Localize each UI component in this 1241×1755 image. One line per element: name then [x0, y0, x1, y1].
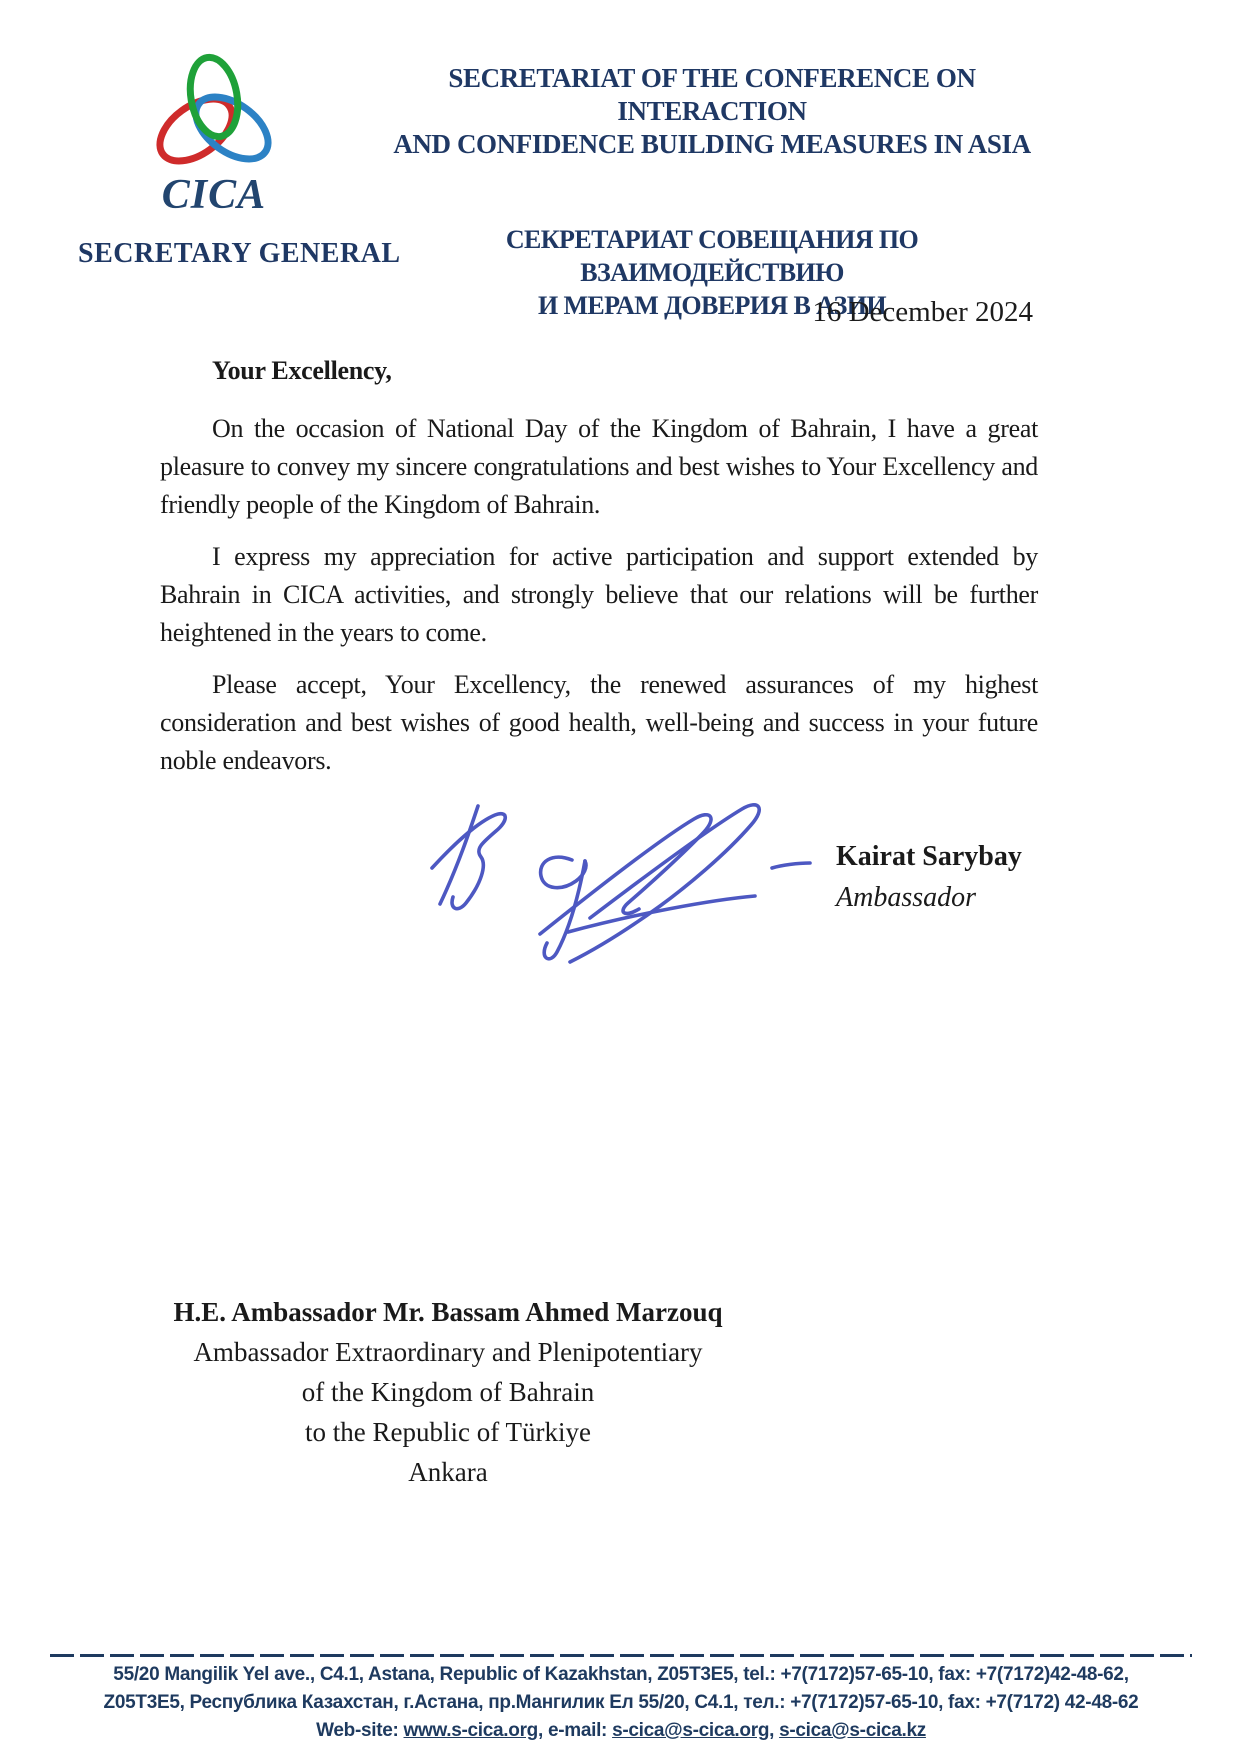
- cica-logo-icon: [139, 50, 289, 172]
- body-paragraph-3: Please accept, Your Excellency, the renewed assurances of my highest consideration and best wishes of good health, well-being and success in your future noble endeavors.: [160, 670, 1038, 775]
- recipient-name: H.E. Ambassador Mr. Bassam Ahmed Marzouq: [173, 1297, 723, 1327]
- org-title-en: [383, 62, 1041, 161]
- org-title-en-line1: SECRETARIAT OF THE CONFERENCE ON INTERACTION: [448, 63, 976, 126]
- website-link[interactable]: www.s-cica.org: [403, 1720, 538, 1741]
- email-separator: ,: [769, 1720, 780, 1741]
- recipient-line: to the Republic of Türkiye: [305, 1417, 591, 1447]
- logo-wordmark: CICA: [161, 172, 267, 218]
- office-title: SECRETARY GENERAL: [78, 238, 401, 269]
- org-title-ru-line2: И МЕРАМ ДОВЕРИЯ В АЗИИ: [537, 291, 887, 320]
- body-paragraph-1: On the occasion of National Day of the Kingdom of Bahrain, I have a great pleasure to convey my sincere congratulations and best wishes to Your Excellency and friendly people of the Kingdom of Bahrain.: [160, 414, 1038, 519]
- recipient-block: [148, 1292, 748, 1492]
- recipient-line: Ambassador Extraordinary and Plenipotentiary: [193, 1337, 703, 1367]
- signatory-name: Kairat Sarybay: [836, 841, 1022, 872]
- letter-date: 16 December 2024: [812, 296, 1033, 328]
- recipient-line: of the Kingdom of Bahrain: [301, 1377, 595, 1407]
- recipient-line: Ankara: [408, 1457, 488, 1487]
- letter-body: [160, 352, 1038, 794]
- footer: [50, 1654, 1192, 1745]
- footer-address-ru: Z05T3E5, Республика Казахстан, г.Астана, пр.Мангилик Ел 55/20, С4.1, тел.: +7(7172)57-65-10, fax: +7(7172) 42-48-62: [103, 1692, 1139, 1713]
- body-paragraph-2: I express my appreciation for active participation and support extended by Bahrain in CICA activities, and strongly believe that our relations will be further heightened in the years to come.: [160, 542, 1038, 647]
- footer-contacts: [50, 1717, 1192, 1745]
- org-title-ru-line1: СЕКРЕТАРИАТ СОВЕЩАНИЯ ПО ВЗАИМОДЕЙСТВИЮ: [505, 225, 919, 287]
- letterhead-right: [383, 62, 1041, 322]
- email-link-2[interactable]: s-cica@s-cica.kz: [779, 1720, 926, 1741]
- signature-image: [420, 772, 820, 972]
- signatory-block: [836, 836, 1022, 918]
- signatory-title: Ambassador: [836, 882, 977, 913]
- website-label: Web-site:: [316, 1720, 404, 1741]
- org-title-en-line2: AND CONFIDENCE BUILDING MEASURES IN ASIA: [393, 129, 1031, 159]
- email-label: , e-mail:: [537, 1720, 613, 1741]
- email-link-1[interactable]: s-cica@s-cica.org: [612, 1720, 770, 1741]
- letterhead-left: [78, 50, 401, 270]
- footer-divider: [50, 1654, 1192, 1657]
- footer-address-en: 55/20 Mangilik Yel ave., C4.1, Astana, Republic of Kazakhstan, Z05T3E5, tel.: +7(7172)57-65-10, fax: +7(7172)42-48-62,: [113, 1664, 1129, 1685]
- salutation: Your Excellency,: [212, 356, 392, 385]
